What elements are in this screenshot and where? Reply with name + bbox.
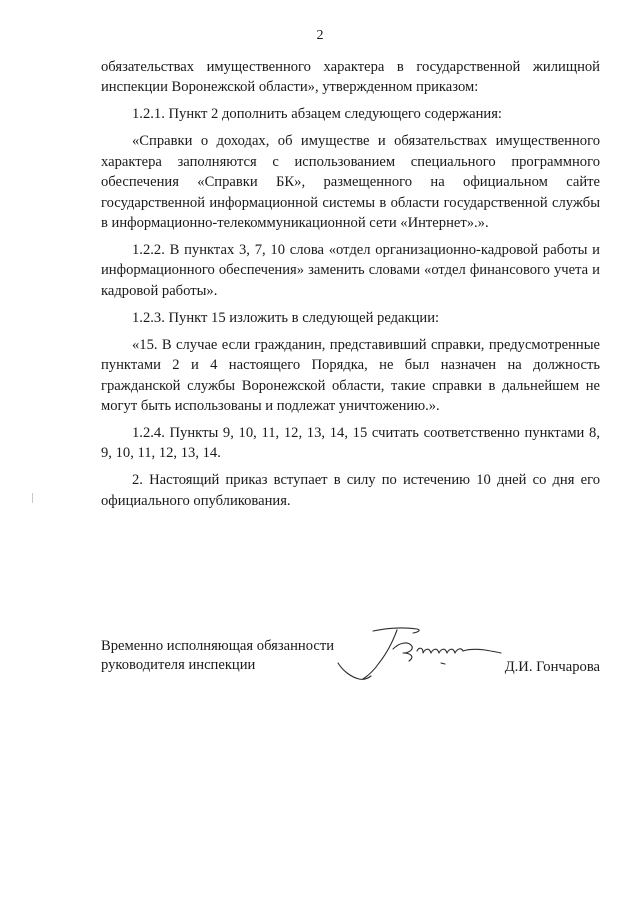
paragraph-2: 2. Настоящий приказ вступает в силу по истечению 10 дней со дня его официального опубликования. bbox=[101, 472, 600, 509]
paragraph-quote-spravki: «Справки о доходах, об имуществе и обязательствах имущественного характера заполняются с использованием специального программного обеспечения «Справки БК», размещенного на официальном сайте государственной информационной системы в области государственной службы в информационно-телекоммуникационной сети «Интернет».». bbox=[101, 133, 600, 232]
paragraph-1-2-4: 1.2.4. Пункты 9, 10, 11, 12, 13, 14, 15 считать соответственно пунктами 8, 9, 10, 11, 12, 13, 14. bbox=[101, 425, 600, 462]
signatory-title-line2: руководителя инспекции bbox=[101, 657, 256, 673]
signatory-title-line1: Временно исполняющая обязанности bbox=[101, 638, 335, 654]
paragraph-1-2-1: 1.2.1. Пункт 2 дополнить абзацем следующего содержания: bbox=[132, 106, 502, 123]
signatory-name: Д.И. Гончарова bbox=[504, 659, 600, 675]
margin-mark bbox=[32, 493, 33, 503]
page-number: 2 bbox=[316, 28, 324, 43]
paragraph-1-2-3: 1.2.3. Пункт 15 изложить в следующей редакции: bbox=[132, 309, 440, 326]
document-body bbox=[101, 57, 600, 518]
paragraph-quote-15: «15. В случае если гражданин, представивший справки, предусмотренные пунктами 2 и 4 настоящего Порядка, не был назначен на должность гражданской службы Воронежской области, такие справки в дальнейшем не могут быть использованы и подлежат уничтожению.». bbox=[101, 336, 600, 415]
signatory-title bbox=[101, 637, 334, 675]
signature-block bbox=[101, 637, 600, 687]
paragraph-1-2-2: 1.2.2. В пунктах 3, 7, 10 слова «отдел организационно-кадровой работы и информационного обеспечения» заменить словами «отдел финансового учета и кадровой работы». bbox=[101, 242, 600, 299]
paragraph-continuation: обязательствах имущественного характера в государственной жилищной инспекции Воронежской области», утвержденном приказом: bbox=[101, 59, 600, 96]
handwritten-signature bbox=[333, 623, 503, 683]
